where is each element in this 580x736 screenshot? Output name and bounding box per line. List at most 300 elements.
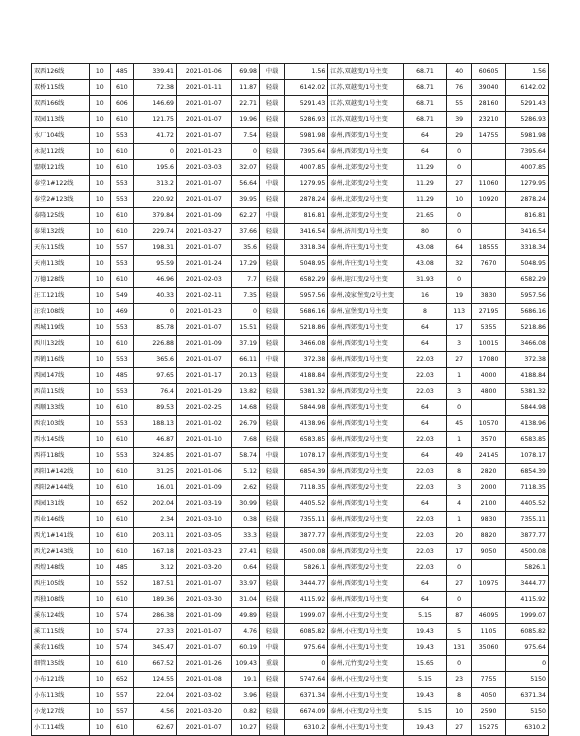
cell-margin: 3318.34 [285, 240, 328, 256]
cell-load-rate: 37.66 [231, 224, 259, 240]
cell-count: 17 [447, 320, 472, 336]
cell-substation: 泰州,元竹变/2号主变 [328, 656, 404, 672]
cell-load-status: 轻载 [259, 96, 284, 112]
cell-load-rate: 0.38 [231, 512, 259, 528]
cell-count: 0 [447, 144, 472, 160]
cell-date: 2021-01-07 [176, 96, 231, 112]
table-row [32, 352, 549, 368]
cell-value: 27195 [472, 304, 506, 320]
cell-margin-2: 1.56 [505, 64, 548, 80]
cell-transformer-load: 15.65 [403, 656, 446, 672]
cell-current: 203.11 [133, 528, 176, 544]
cell-load-status: 轻载 [259, 624, 284, 640]
cell-substation: 江苏,双越变/1号主变 [328, 80, 404, 96]
cell-count: 64 [447, 240, 472, 256]
cell-count: 1 [447, 432, 472, 448]
cell-voltage: 10 [89, 544, 110, 560]
cell-value: 2590 [472, 704, 506, 720]
cell-value: 17080 [472, 352, 506, 368]
cell-voltage: 10 [89, 240, 110, 256]
cell-count: 0 [447, 400, 472, 416]
cell-current: 27.33 [133, 624, 176, 640]
cell-load-status: 轻载 [259, 416, 284, 432]
table-row [32, 464, 549, 480]
cell-value [472, 656, 506, 672]
cell-load-status: 轻载 [259, 704, 284, 720]
cell-margin-2: 2878.24 [505, 192, 548, 208]
table-row [32, 368, 549, 384]
cell-date: 2021-03-20 [176, 560, 231, 576]
table-row [32, 592, 549, 608]
cell-line-name: 天东115线 [32, 240, 90, 256]
cell-date: 2021-03-10 [176, 512, 231, 528]
cell-count: 27 [447, 352, 472, 368]
cell-margin: 5286.93 [285, 112, 328, 128]
cell-substation: 泰州,小庄变/2号主变 [328, 704, 404, 720]
cell-current: 324.85 [133, 448, 176, 464]
cell-value: 14755 [472, 128, 506, 144]
cell-margin: 6371.34 [285, 688, 328, 704]
table-row [32, 208, 549, 224]
cell-substation: 泰州,许庄变/1号主变 [328, 240, 404, 256]
cell-load-status: 轻载 [259, 128, 284, 144]
cell-margin: 4500.08 [285, 544, 328, 560]
cell-margin-2: 4500.08 [505, 544, 548, 560]
table-row [32, 704, 549, 720]
cell-load-status: 轻载 [259, 464, 284, 480]
cell-margin: 4007.85 [285, 160, 328, 176]
cell-load-status: 轻载 [259, 608, 284, 624]
cell-voltage: 10 [89, 96, 110, 112]
cell-capacity: 553 [110, 352, 133, 368]
cell-count: 29 [447, 128, 472, 144]
cell-substation: 江苏,双越变/1号主变 [328, 96, 404, 112]
cell-voltage: 10 [89, 416, 110, 432]
cell-count: 5 [447, 624, 472, 640]
cell-margin: 5957.56 [285, 288, 328, 304]
cell-capacity: 485 [110, 64, 133, 80]
cell-capacity: 610 [110, 224, 133, 240]
cell-load-rate: 31.04 [231, 592, 259, 608]
cell-load-status: 轻载 [259, 496, 284, 512]
cell-substation: 泰州,西郊变/2号主变 [328, 368, 404, 384]
cell-current: 339.41 [133, 64, 176, 80]
cell-transformer-load: 22.03 [403, 544, 446, 560]
cell-capacity: 610 [110, 512, 133, 528]
cell-value: 10920 [472, 192, 506, 208]
cell-line-name: 西独108线 [32, 592, 90, 608]
table-row [32, 112, 549, 128]
cell-load-rate: 26.79 [231, 416, 259, 432]
table-row [32, 400, 549, 416]
cell-voltage: 10 [89, 608, 110, 624]
cell-value: 28160 [472, 96, 506, 112]
cell-capacity: 553 [110, 384, 133, 400]
cell-line-name: 西庄105线 [32, 576, 90, 592]
table-row [32, 384, 549, 400]
cell-margin-2: 5981.98 [505, 128, 548, 144]
cell-value: 1105 [472, 624, 506, 640]
table-row [32, 608, 549, 624]
cell-count: 3 [447, 480, 472, 496]
cell-transformer-load: 11.29 [403, 160, 446, 176]
cell-margin-2: 1999.07 [505, 608, 548, 624]
cell-count: 1 [447, 512, 472, 528]
table-row [32, 672, 549, 688]
cell-transformer-load: 5.15 [403, 704, 446, 720]
cell-current: 46.87 [133, 432, 176, 448]
cell-value: 10975 [472, 576, 506, 592]
cell-line-name: 万德128线 [32, 272, 90, 288]
cell-transformer-load: 80 [403, 224, 446, 240]
cell-count: 0 [447, 560, 472, 576]
cell-transformer-load: 22.03 [403, 384, 446, 400]
cell-value: 18555 [472, 240, 506, 256]
cell-date: 2021-03-20 [176, 704, 231, 720]
cell-substation: 泰州,西郊变/2号主变 [328, 464, 404, 480]
cell-load-status: 轻载 [259, 720, 284, 736]
cell-load-rate: 109.43 [231, 656, 259, 672]
cell-value [472, 400, 506, 416]
cell-transformer-load: 68.71 [403, 112, 446, 128]
cell-line-name: 小布121线 [32, 672, 90, 688]
cell-capacity: 485 [110, 560, 133, 576]
cell-load-status: 轻载 [259, 672, 284, 688]
cell-value: 35060 [472, 640, 506, 656]
table-row [32, 416, 549, 432]
cell-margin-2: 3416.54 [505, 224, 548, 240]
cell-value: 60605 [472, 64, 506, 80]
cell-load-rate: 62.27 [231, 208, 259, 224]
cell-date: 2021-01-11 [176, 80, 231, 96]
cell-date: 2021-01-07 [176, 352, 231, 368]
cell-voltage: 10 [89, 400, 110, 416]
cell-count: 55 [447, 96, 472, 112]
table-body [32, 64, 549, 736]
cell-line-name: 细管135线 [32, 656, 90, 672]
cell-date: 2021-01-07 [176, 112, 231, 128]
cell-count: 0 [447, 160, 472, 176]
cell-current: 220.92 [133, 192, 176, 208]
cell-margin-2: 7395.64 [505, 144, 548, 160]
cell-capacity: 652 [110, 496, 133, 512]
cell-count: 8 [447, 464, 472, 480]
line-load-table [31, 63, 549, 736]
cell-transformer-load: 64 [403, 592, 446, 608]
cell-line-name: 水厂104线 [32, 128, 90, 144]
cell-count: 113 [447, 304, 472, 320]
cell-voltage: 10 [89, 672, 110, 688]
cell-count: 39 [447, 112, 472, 128]
cell-load-rate: 32.07 [231, 160, 259, 176]
cell-substation: 泰州,西郊变/2号主变 [328, 560, 404, 576]
cell-value [472, 560, 506, 576]
cell-load-status: 轻载 [259, 576, 284, 592]
cell-line-name: 永泥112线 [32, 144, 90, 160]
cell-line-name: 小工114线 [32, 720, 90, 736]
cell-line-name: 西园147线 [32, 368, 90, 384]
cell-date: 2021-01-17 [176, 368, 231, 384]
cell-margin-2: 3466.08 [505, 336, 548, 352]
cell-line-name: 西园131线 [32, 496, 90, 512]
cell-substation: 泰州,北郊变/2号主变 [328, 160, 404, 176]
table-row [32, 256, 549, 272]
cell-capacity: 610 [110, 544, 133, 560]
cell-substation: 泰州,西郊变/2号主变 [328, 480, 404, 496]
cell-line-name: 双西166线 [32, 96, 90, 112]
cell-load-rate: 22.71 [231, 96, 259, 112]
cell-load-status: 中载 [259, 176, 284, 192]
cell-voltage: 10 [89, 112, 110, 128]
cell-date: 2021-01-09 [176, 208, 231, 224]
cell-margin: 1279.95 [285, 176, 328, 192]
cell-line-name: 双桥115线 [32, 80, 90, 96]
cell-load-status: 中载 [259, 352, 284, 368]
cell-current: 97.65 [133, 368, 176, 384]
cell-margin-2: 4115.92 [505, 592, 548, 608]
cell-count: 27 [447, 720, 472, 736]
cell-current: 16.01 [133, 480, 176, 496]
cell-value: 2100 [472, 496, 506, 512]
cell-capacity: 549 [110, 288, 133, 304]
cell-margin: 975.64 [285, 640, 328, 656]
table-row [32, 528, 549, 544]
cell-margin: 5381.32 [285, 384, 328, 400]
cell-margin: 5826.1 [285, 560, 328, 576]
cell-capacity: 553 [110, 192, 133, 208]
cell-substation: 泰州,西郊变/1号主变 [328, 400, 404, 416]
cell-transformer-load: 16 [403, 288, 446, 304]
cell-margin: 5686.16 [285, 304, 328, 320]
cell-line-name: 汪工121线 [32, 288, 90, 304]
cell-value: 5355 [472, 320, 506, 336]
cell-capacity: 610 [110, 720, 133, 736]
cell-capacity: 610 [110, 336, 133, 352]
cell-date: 2021-03-19 [176, 496, 231, 512]
cell-transformer-load: 22.03 [403, 368, 446, 384]
cell-current: 40.33 [133, 288, 176, 304]
cell-capacity: 610 [110, 112, 133, 128]
cell-value: 10015 [472, 336, 506, 352]
cell-current: 22.04 [133, 688, 176, 704]
cell-capacity: 610 [110, 432, 133, 448]
cell-substation: 江苏,双越变/1号主变 [328, 64, 404, 80]
cell-load-rate: 13.82 [231, 384, 259, 400]
cell-load-rate: 0 [231, 304, 259, 320]
cell-capacity: 610 [110, 656, 133, 672]
cell-voltage: 10 [89, 80, 110, 96]
cell-value [472, 592, 506, 608]
cell-load-rate: 5.12 [231, 464, 259, 480]
cell-line-name: 西尤2#143线 [32, 544, 90, 560]
cell-load-status: 轻载 [259, 288, 284, 304]
cell-margin-2: 7355.11 [505, 512, 548, 528]
cell-margin: 6310.2 [285, 720, 328, 736]
cell-current: 313.2 [133, 176, 176, 192]
table-row [32, 496, 549, 512]
cell-transformer-load: 5.15 [403, 608, 446, 624]
cell-load-status: 重载 [259, 656, 284, 672]
cell-capacity: 557 [110, 240, 133, 256]
cell-voltage: 10 [89, 64, 110, 80]
cell-voltage: 10 [89, 656, 110, 672]
cell-value [472, 224, 506, 240]
cell-margin: 3466.08 [285, 336, 328, 352]
cell-date: 2021-01-08 [176, 672, 231, 688]
cell-transformer-load: 5.15 [403, 672, 446, 688]
cell-voltage: 10 [89, 512, 110, 528]
cell-margin: 1999.07 [285, 608, 328, 624]
cell-capacity: 574 [110, 640, 133, 656]
cell-line-name: 盟联121线 [32, 160, 90, 176]
cell-margin: 4138.96 [285, 416, 328, 432]
cell-transformer-load: 64 [403, 320, 446, 336]
cell-date: 2021-03-03 [176, 160, 231, 176]
cell-capacity: 606 [110, 96, 133, 112]
cell-substation: 泰州,西郊变/1号主变 [328, 336, 404, 352]
table-row [32, 176, 549, 192]
cell-margin-2: 5381.32 [505, 384, 548, 400]
cell-current: 31.25 [133, 464, 176, 480]
cell-count: 87 [447, 608, 472, 624]
table-row [32, 720, 549, 736]
cell-load-status: 轻载 [259, 688, 284, 704]
cell-load-status: 轻载 [259, 512, 284, 528]
cell-substation: 泰州,许庄变/1号主变 [328, 256, 404, 272]
cell-voltage: 10 [89, 688, 110, 704]
cell-current: 95.59 [133, 256, 176, 272]
cell-substation: 江苏,双越变/1号主变 [328, 112, 404, 128]
cell-transformer-load: 19.43 [403, 624, 446, 640]
cell-capacity: 610 [110, 272, 133, 288]
cell-current: 62.67 [133, 720, 176, 736]
cell-transformer-load: 22.03 [403, 432, 446, 448]
cell-current: 4.56 [133, 704, 176, 720]
cell-margin-2: 6310.2 [505, 720, 548, 736]
cell-voltage: 10 [89, 288, 110, 304]
cell-transformer-load: 11.29 [403, 192, 446, 208]
cell-current: 124.55 [133, 672, 176, 688]
cell-margin: 0 [285, 656, 328, 672]
cell-date: 2021-01-09 [176, 336, 231, 352]
cell-value [472, 272, 506, 288]
cell-voltage: 10 [89, 592, 110, 608]
cell-substation: 泰州,西郊变/2号主变 [328, 528, 404, 544]
cell-load-status: 轻载 [259, 368, 284, 384]
cell-count: 131 [447, 640, 472, 656]
cell-load-rate: 60.19 [231, 640, 259, 656]
cell-current: 188.13 [133, 416, 176, 432]
cell-line-name: 小东113线 [32, 688, 90, 704]
cell-margin-2: 3877.77 [505, 528, 548, 544]
cell-capacity: 652 [110, 672, 133, 688]
cell-date: 2021-01-07 [176, 320, 231, 336]
cell-substation: 泰州,西郊变/1号主变 [328, 144, 404, 160]
cell-count: 32 [447, 256, 472, 272]
table-row [32, 64, 549, 80]
cell-count: 45 [447, 416, 472, 432]
cell-load-rate: 66.11 [231, 352, 259, 368]
cell-line-name: 溪东124线 [32, 608, 90, 624]
cell-date: 2021-02-03 [176, 272, 231, 288]
cell-load-rate: 0.82 [231, 704, 259, 720]
cell-date: 2021-03-23 [176, 544, 231, 560]
cell-voltage: 10 [89, 256, 110, 272]
cell-current: 2.34 [133, 512, 176, 528]
cell-line-name: 西川132线 [32, 336, 90, 352]
cell-line-name: 西尤1#141线 [32, 528, 90, 544]
table-row [32, 272, 549, 288]
cell-voltage: 10 [89, 560, 110, 576]
cell-margin-2: 5286.93 [505, 112, 548, 128]
cell-load-rate: 20.13 [231, 368, 259, 384]
cell-value: 39040 [472, 80, 506, 96]
cell-margin: 6085.82 [285, 624, 328, 640]
cell-current: 379.84 [133, 208, 176, 224]
cell-transformer-load: 43.08 [403, 256, 446, 272]
cell-capacity: 552 [110, 576, 133, 592]
table-row [32, 448, 549, 464]
cell-voltage: 10 [89, 464, 110, 480]
cell-substation: 泰州,北郊变/2号主变 [328, 176, 404, 192]
cell-load-rate: 33.3 [231, 528, 259, 544]
cell-margin-2: 1078.17 [505, 448, 548, 464]
cell-count: 0 [447, 656, 472, 672]
cell-margin: 7118.35 [285, 480, 328, 496]
cell-substation: 泰州,小庄变/2号主变 [328, 672, 404, 688]
cell-date: 2021-01-26 [176, 656, 231, 672]
cell-load-status: 轻载 [259, 112, 284, 128]
cell-margin: 5218.86 [285, 320, 328, 336]
cell-voltage: 10 [89, 272, 110, 288]
table-row [32, 304, 549, 320]
cell-substation: 泰州,西郊变/2号主变 [328, 544, 404, 560]
cell-date: 2021-01-10 [176, 432, 231, 448]
cell-count: 76 [447, 80, 472, 96]
cell-voltage: 10 [89, 368, 110, 384]
cell-load-rate: 69.98 [231, 64, 259, 80]
cell-transformer-load: 43.08 [403, 240, 446, 256]
cell-load-rate: 2.62 [231, 480, 259, 496]
cell-margin: 6854.39 [285, 464, 328, 480]
cell-load-status: 轻载 [259, 400, 284, 416]
cell-margin-2: 6371.34 [505, 688, 548, 704]
cell-current: 667.52 [133, 656, 176, 672]
cell-margin: 3877.77 [285, 528, 328, 544]
cell-load-status: 中载 [259, 640, 284, 656]
cell-capacity: 610 [110, 208, 133, 224]
cell-voltage: 10 [89, 320, 110, 336]
cell-capacity: 553 [110, 416, 133, 432]
cell-value: 11060 [472, 176, 506, 192]
cell-load-rate: 17.29 [231, 256, 259, 272]
cell-load-status: 轻载 [259, 432, 284, 448]
cell-load-rate: 19.1 [231, 672, 259, 688]
cell-margin-2: 3444.77 [505, 576, 548, 592]
cell-load-status: 轻载 [259, 192, 284, 208]
cell-count: 20 [447, 528, 472, 544]
cell-margin-2: 6582.29 [505, 272, 548, 288]
cell-voltage: 10 [89, 352, 110, 368]
cell-load-rate: 35.6 [231, 240, 259, 256]
cell-load-rate: 27.41 [231, 544, 259, 560]
cell-value: 23210 [472, 112, 506, 128]
cell-current: 72.38 [133, 80, 176, 96]
cell-voltage: 10 [89, 448, 110, 464]
cell-margin: 7395.64 [285, 144, 328, 160]
cell-value: 2000 [472, 480, 506, 496]
cell-date: 2021-01-07 [176, 576, 231, 592]
